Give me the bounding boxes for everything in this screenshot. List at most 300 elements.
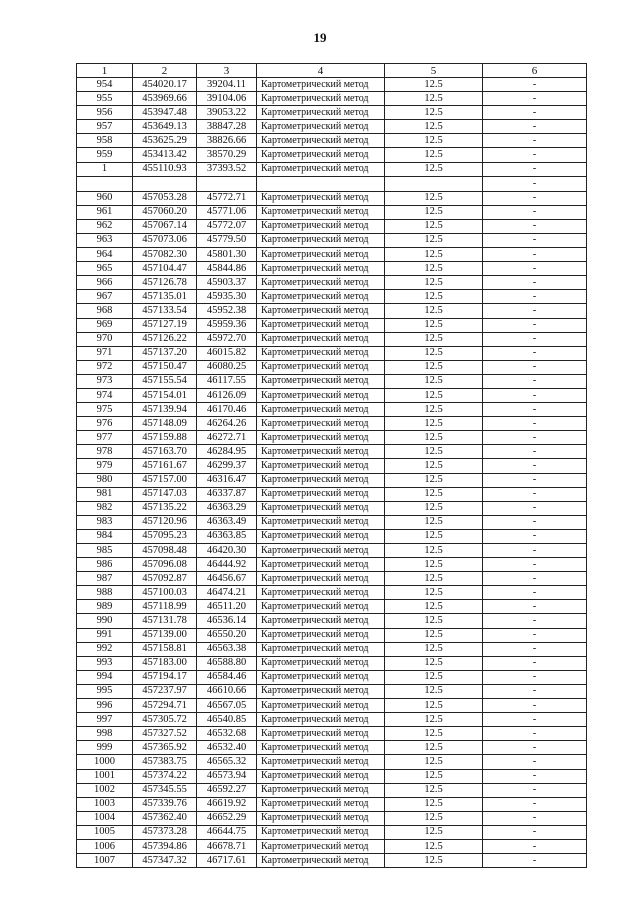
table-row xyxy=(77,572,587,586)
method-cell: Картометрический метод xyxy=(257,741,385,755)
point-number-cell: 973 xyxy=(77,374,133,388)
table-row xyxy=(77,388,587,402)
y-coordinate-cell: 46080.25 xyxy=(197,360,257,374)
y-coordinate-cell: 46550.20 xyxy=(197,628,257,642)
x-coordinate-cell: 457373.28 xyxy=(133,825,197,839)
table-row xyxy=(77,600,587,614)
y-coordinate-cell: 46532.40 xyxy=(197,741,257,755)
note-cell: - xyxy=(483,586,587,600)
point-number-cell: 1003 xyxy=(77,797,133,811)
accuracy-cell: 12.5 xyxy=(385,839,483,853)
note-cell: - xyxy=(483,656,587,670)
note-cell: - xyxy=(483,360,587,374)
y-coordinate-cell: 46592.27 xyxy=(197,783,257,797)
table-row xyxy=(77,783,587,797)
point-number-cell: 964 xyxy=(77,248,133,262)
y-coordinate-cell: 46610.66 xyxy=(197,684,257,698)
x-coordinate-cell: 457082.30 xyxy=(133,248,197,262)
table-row xyxy=(77,92,587,106)
table-row xyxy=(77,290,587,304)
note-cell: - xyxy=(483,417,587,431)
x-coordinate-cell: 457163.70 xyxy=(133,445,197,459)
table-row xyxy=(77,233,587,247)
accuracy-cell: 12.5 xyxy=(385,656,483,670)
accuracy-cell: 12.5 xyxy=(385,473,483,487)
x-coordinate-cell xyxy=(133,176,197,191)
accuracy-cell: 12.5 xyxy=(385,191,483,205)
x-coordinate-cell: 453649.13 xyxy=(133,120,197,134)
table-row xyxy=(77,191,587,205)
header-cell: 3 xyxy=(197,64,257,78)
y-coordinate-cell: 39104.06 xyxy=(197,92,257,106)
point-number-cell: 994 xyxy=(77,670,133,684)
note-cell: - xyxy=(483,388,587,402)
accuracy-cell: 12.5 xyxy=(385,487,483,501)
y-coordinate-cell: 46264.26 xyxy=(197,417,257,431)
accuracy-cell: 12.5 xyxy=(385,290,483,304)
note-cell: - xyxy=(483,544,587,558)
table-row xyxy=(77,78,587,92)
accuracy-cell: 12.5 xyxy=(385,713,483,727)
method-cell: Картометрический метод xyxy=(257,614,385,628)
table-row xyxy=(77,811,587,825)
accuracy-cell: 12.5 xyxy=(385,783,483,797)
note-cell: - xyxy=(483,290,587,304)
point-number-cell: 961 xyxy=(77,205,133,219)
table-row xyxy=(77,417,587,431)
accuracy-cell: 12.5 xyxy=(385,374,483,388)
point-number-cell: 968 xyxy=(77,304,133,318)
note-cell: - xyxy=(483,811,587,825)
accuracy-cell: 12.5 xyxy=(385,755,483,769)
y-coordinate-cell: 45959.36 xyxy=(197,318,257,332)
point-number-cell: 977 xyxy=(77,431,133,445)
x-coordinate-cell: 457148.09 xyxy=(133,417,197,431)
note-cell: - xyxy=(483,78,587,92)
point-number-cell: 970 xyxy=(77,332,133,346)
point-number-cell: 999 xyxy=(77,741,133,755)
note-cell: - xyxy=(483,769,587,783)
table-row xyxy=(77,262,587,276)
point-number-cell: 975 xyxy=(77,403,133,417)
y-coordinate-cell: 46563.38 xyxy=(197,642,257,656)
y-coordinate-cell: 45935.30 xyxy=(197,290,257,304)
y-coordinate-cell: 46126.09 xyxy=(197,388,257,402)
note-cell: - xyxy=(483,346,587,360)
point-number-cell: 981 xyxy=(77,487,133,501)
y-coordinate-cell: 46456.67 xyxy=(197,572,257,586)
note-cell: - xyxy=(483,854,587,868)
accuracy-cell: 12.5 xyxy=(385,346,483,360)
method-cell: Картометрический метод xyxy=(257,134,385,148)
y-coordinate-cell: 46532.68 xyxy=(197,727,257,741)
table-row xyxy=(77,346,587,360)
y-coordinate-cell: 46573.94 xyxy=(197,769,257,783)
method-cell: Картометрический метод xyxy=(257,628,385,642)
method-cell: Картометрический метод xyxy=(257,148,385,162)
note-cell: - xyxy=(483,614,587,628)
method-cell: Картометрический метод xyxy=(257,473,385,487)
x-coordinate-cell: 457131.78 xyxy=(133,614,197,628)
y-coordinate-cell: 46337.87 xyxy=(197,487,257,501)
method-cell: Картометрический метод xyxy=(257,572,385,586)
y-coordinate-cell: 39053.22 xyxy=(197,106,257,120)
x-coordinate-cell: 457127.19 xyxy=(133,318,197,332)
point-number-cell: 1000 xyxy=(77,755,133,769)
x-coordinate-cell: 457339.76 xyxy=(133,797,197,811)
method-cell: Картометрический метод xyxy=(257,797,385,811)
y-coordinate-cell: 45952.38 xyxy=(197,304,257,318)
point-number-cell: 987 xyxy=(77,572,133,586)
accuracy-cell: 12.5 xyxy=(385,558,483,572)
x-coordinate-cell: 457118.99 xyxy=(133,600,197,614)
accuracy-cell: 12.5 xyxy=(385,431,483,445)
accuracy-cell: 12.5 xyxy=(385,854,483,868)
y-coordinate-cell: 46588.80 xyxy=(197,656,257,670)
accuracy-cell: 12.5 xyxy=(385,811,483,825)
note-cell: - xyxy=(483,431,587,445)
table-row xyxy=(77,713,587,727)
point-number-cell: 982 xyxy=(77,501,133,515)
method-cell: Картометрический метод xyxy=(257,501,385,515)
note-cell: - xyxy=(483,92,587,106)
accuracy-cell: 12.5 xyxy=(385,219,483,233)
header-cell: 5 xyxy=(385,64,483,78)
table-row xyxy=(77,318,587,332)
y-coordinate-cell: 46117.55 xyxy=(197,374,257,388)
method-cell: Картометрический метод xyxy=(257,120,385,134)
y-coordinate-cell: 46567.05 xyxy=(197,699,257,713)
x-coordinate-cell: 457067.14 xyxy=(133,219,197,233)
note-cell: - xyxy=(483,332,587,346)
method-cell: Картометрический метод xyxy=(257,769,385,783)
x-coordinate-cell: 457150.47 xyxy=(133,360,197,374)
y-coordinate-cell: 45972.70 xyxy=(197,332,257,346)
x-coordinate-cell: 457383.75 xyxy=(133,755,197,769)
table-row xyxy=(77,501,587,515)
point-number-cell: 979 xyxy=(77,459,133,473)
method-cell: Картометрический метод xyxy=(257,699,385,713)
method-cell: Картометрический метод xyxy=(257,162,385,176)
x-coordinate-cell: 457155.54 xyxy=(133,374,197,388)
x-coordinate-cell: 457120.96 xyxy=(133,515,197,529)
x-coordinate-cell: 457374.22 xyxy=(133,769,197,783)
x-coordinate-cell: 457133.54 xyxy=(133,304,197,318)
x-coordinate-cell: 457157.00 xyxy=(133,473,197,487)
accuracy-cell: 12.5 xyxy=(385,120,483,134)
accuracy-cell: 12.5 xyxy=(385,515,483,529)
table-row xyxy=(77,727,587,741)
method-cell: Картометрический метод xyxy=(257,670,385,684)
table-row xyxy=(77,797,587,811)
note-cell: - xyxy=(483,628,587,642)
table-row xyxy=(77,134,587,148)
method-cell: Картометрический метод xyxy=(257,459,385,473)
accuracy-cell: 12.5 xyxy=(385,741,483,755)
point-number-cell: 972 xyxy=(77,360,133,374)
header-cell: 1 xyxy=(77,64,133,78)
method-cell: Картометрический метод xyxy=(257,332,385,346)
note-cell: - xyxy=(483,262,587,276)
point-number-cell: 993 xyxy=(77,656,133,670)
accuracy-cell: 12.5 xyxy=(385,403,483,417)
x-coordinate-cell: 457126.22 xyxy=(133,332,197,346)
y-coordinate-cell: 46540.85 xyxy=(197,713,257,727)
point-number-cell: 954 xyxy=(77,78,133,92)
table-row xyxy=(77,586,587,600)
table-row xyxy=(77,360,587,374)
table-row xyxy=(77,248,587,262)
x-coordinate-cell: 457126.78 xyxy=(133,276,197,290)
x-coordinate-cell: 453947.48 xyxy=(133,106,197,120)
method-cell: Картометрический метод xyxy=(257,825,385,839)
x-coordinate-cell: 455110.93 xyxy=(133,162,197,176)
point-number-cell: 976 xyxy=(77,417,133,431)
accuracy-cell: 12.5 xyxy=(385,205,483,219)
accuracy-cell: 12.5 xyxy=(385,332,483,346)
accuracy-cell: 12.5 xyxy=(385,92,483,106)
table-row xyxy=(77,148,587,162)
table-row xyxy=(77,642,587,656)
method-cell: Картометрический метод xyxy=(257,755,385,769)
accuracy-cell: 12.5 xyxy=(385,459,483,473)
y-coordinate-cell: 46444.92 xyxy=(197,558,257,572)
table-row xyxy=(77,614,587,628)
y-coordinate-cell: 38570.29 xyxy=(197,148,257,162)
x-coordinate-cell: 457104.47 xyxy=(133,262,197,276)
method-cell: Картометрический метод xyxy=(257,515,385,529)
y-coordinate-cell: 46678.71 xyxy=(197,839,257,853)
note-cell: - xyxy=(483,501,587,515)
accuracy-cell: 12.5 xyxy=(385,586,483,600)
table-row xyxy=(77,219,587,233)
point-number-cell: 992 xyxy=(77,642,133,656)
accuracy-cell: 12.5 xyxy=(385,544,483,558)
method-cell: Картометрический метод xyxy=(257,106,385,120)
point-number-cell: 960 xyxy=(77,191,133,205)
accuracy-cell: 12.5 xyxy=(385,233,483,247)
y-coordinate-cell: 46511.20 xyxy=(197,600,257,614)
header-cell: 2 xyxy=(133,64,197,78)
accuracy-cell: 12.5 xyxy=(385,360,483,374)
point-number-cell: 957 xyxy=(77,120,133,134)
table-body xyxy=(77,78,587,868)
method-cell: Картометрический метод xyxy=(257,839,385,853)
method-cell: Картометрический метод xyxy=(257,374,385,388)
note-cell: - xyxy=(483,797,587,811)
note-cell: - xyxy=(483,741,587,755)
point-number-cell: 978 xyxy=(77,445,133,459)
y-coordinate-cell: 38826.66 xyxy=(197,134,257,148)
point-number-cell: 1005 xyxy=(77,825,133,839)
accuracy-cell: 12.5 xyxy=(385,262,483,276)
y-coordinate-cell: 45844.86 xyxy=(197,262,257,276)
method-cell: Картометрический метод xyxy=(257,360,385,374)
method-cell: Картометрический метод xyxy=(257,304,385,318)
table-row xyxy=(77,769,587,783)
accuracy-cell: 12.5 xyxy=(385,769,483,783)
note-cell: - xyxy=(483,134,587,148)
table-row xyxy=(77,445,587,459)
x-coordinate-cell: 454020.17 xyxy=(133,78,197,92)
point-number-cell: 958 xyxy=(77,134,133,148)
y-coordinate-cell: 46284.95 xyxy=(197,445,257,459)
accuracy-cell: 12.5 xyxy=(385,304,483,318)
note-cell: - xyxy=(483,191,587,205)
method-cell: Картометрический метод xyxy=(257,191,385,205)
x-coordinate-cell: 457095.23 xyxy=(133,529,197,543)
point-number-cell: 956 xyxy=(77,106,133,120)
note-cell: - xyxy=(483,248,587,262)
table-row xyxy=(77,106,587,120)
method-cell: Картометрический метод xyxy=(257,276,385,290)
y-coordinate-cell xyxy=(197,176,257,191)
accuracy-cell: 12.5 xyxy=(385,78,483,92)
note-cell: - xyxy=(483,148,587,162)
header-cell: 4 xyxy=(257,64,385,78)
y-coordinate-cell: 45772.07 xyxy=(197,219,257,233)
note-cell: - xyxy=(483,515,587,529)
method-cell: Картометрический метод xyxy=(257,642,385,656)
accuracy-cell xyxy=(385,176,483,191)
note-cell: - xyxy=(483,642,587,656)
point-number-cell: 980 xyxy=(77,473,133,487)
x-coordinate-cell: 457096.08 xyxy=(133,558,197,572)
note-cell: - xyxy=(483,825,587,839)
x-coordinate-cell: 453969.66 xyxy=(133,92,197,106)
method-cell: Картометрический метод xyxy=(257,262,385,276)
point-number-cell: 971 xyxy=(77,346,133,360)
note-cell: - xyxy=(483,318,587,332)
method-cell: Картометрический метод xyxy=(257,487,385,501)
y-coordinate-cell: 39204.11 xyxy=(197,78,257,92)
point-number-cell: 959 xyxy=(77,148,133,162)
x-coordinate-cell: 457100.03 xyxy=(133,586,197,600)
point-number-cell: 967 xyxy=(77,290,133,304)
point-number-cell: 966 xyxy=(77,276,133,290)
x-coordinate-cell: 457183.00 xyxy=(133,656,197,670)
y-coordinate-cell: 37393.52 xyxy=(197,162,257,176)
point-number-cell: 985 xyxy=(77,544,133,558)
point-number-cell xyxy=(77,176,133,191)
note-cell: - xyxy=(483,699,587,713)
method-cell: Картометрический метод xyxy=(257,656,385,670)
accuracy-cell: 12.5 xyxy=(385,642,483,656)
x-coordinate-cell: 457194.17 xyxy=(133,670,197,684)
accuracy-cell: 12.5 xyxy=(385,134,483,148)
table-row xyxy=(77,304,587,318)
table-row xyxy=(77,854,587,868)
point-number-cell: 989 xyxy=(77,600,133,614)
note-cell: - xyxy=(483,487,587,501)
note-cell: - xyxy=(483,783,587,797)
x-coordinate-cell: 457060.20 xyxy=(133,205,197,219)
table-row xyxy=(77,684,587,698)
method-cell xyxy=(257,176,385,191)
note-cell: - xyxy=(483,162,587,176)
method-cell: Картометрический метод xyxy=(257,205,385,219)
note-cell: - xyxy=(483,529,587,543)
point-number-cell: 1001 xyxy=(77,769,133,783)
table-row xyxy=(77,656,587,670)
y-coordinate-cell: 46015.82 xyxy=(197,346,257,360)
method-cell: Картометрический метод xyxy=(257,417,385,431)
x-coordinate-cell: 457053.28 xyxy=(133,191,197,205)
method-cell: Картометрический метод xyxy=(257,431,385,445)
y-coordinate-cell: 45903.37 xyxy=(197,276,257,290)
table-row xyxy=(77,670,587,684)
table-row xyxy=(77,205,587,219)
note-cell: - xyxy=(483,120,587,134)
y-coordinate-cell: 46316.47 xyxy=(197,473,257,487)
method-cell: Картометрический метод xyxy=(257,600,385,614)
table-row xyxy=(77,741,587,755)
y-coordinate-cell: 46272.71 xyxy=(197,431,257,445)
x-coordinate-cell: 457098.48 xyxy=(133,544,197,558)
method-cell: Картометрический метод xyxy=(257,783,385,797)
point-number-cell: 962 xyxy=(77,219,133,233)
x-coordinate-cell: 457362.40 xyxy=(133,811,197,825)
x-coordinate-cell: 453625.29 xyxy=(133,134,197,148)
x-coordinate-cell: 457294.71 xyxy=(133,699,197,713)
y-coordinate-cell: 45779.50 xyxy=(197,233,257,247)
accuracy-cell: 12.5 xyxy=(385,106,483,120)
method-cell: Картометрический метод xyxy=(257,248,385,262)
note-cell: - xyxy=(483,205,587,219)
x-coordinate-cell: 457147.03 xyxy=(133,487,197,501)
table-row xyxy=(77,332,587,346)
note-cell: - xyxy=(483,727,587,741)
y-coordinate-cell: 38847.28 xyxy=(197,120,257,134)
accuracy-cell: 12.5 xyxy=(385,670,483,684)
accuracy-cell: 12.5 xyxy=(385,248,483,262)
x-coordinate-cell: 457139.00 xyxy=(133,628,197,642)
note-cell: - xyxy=(483,374,587,388)
point-number-cell: 1006 xyxy=(77,839,133,853)
table-row xyxy=(77,699,587,713)
y-coordinate-cell: 45771.06 xyxy=(197,205,257,219)
coordinates-table xyxy=(76,63,587,868)
note-cell: - xyxy=(483,459,587,473)
table-row xyxy=(77,529,587,543)
table-row xyxy=(77,473,587,487)
table-row xyxy=(77,431,587,445)
y-coordinate-cell: 46565.32 xyxy=(197,755,257,769)
method-cell: Картометрический метод xyxy=(257,346,385,360)
point-number-cell: 1004 xyxy=(77,811,133,825)
method-cell: Картометрический метод xyxy=(257,713,385,727)
accuracy-cell: 12.5 xyxy=(385,684,483,698)
accuracy-cell: 12.5 xyxy=(385,417,483,431)
point-number-cell: 990 xyxy=(77,614,133,628)
note-cell: - xyxy=(483,219,587,233)
table-row xyxy=(77,176,587,191)
note-cell: - xyxy=(483,839,587,853)
x-coordinate-cell: 457154.01 xyxy=(133,388,197,402)
note-cell: - xyxy=(483,755,587,769)
point-number-cell: 963 xyxy=(77,233,133,247)
accuracy-cell: 12.5 xyxy=(385,148,483,162)
accuracy-cell: 12.5 xyxy=(385,276,483,290)
table-row xyxy=(77,839,587,853)
point-number-cell: 986 xyxy=(77,558,133,572)
y-coordinate-cell: 46536.14 xyxy=(197,614,257,628)
table-row xyxy=(77,487,587,501)
accuracy-cell: 12.5 xyxy=(385,600,483,614)
table-row xyxy=(77,544,587,558)
method-cell: Картометрический метод xyxy=(257,684,385,698)
accuracy-cell: 12.5 xyxy=(385,529,483,543)
